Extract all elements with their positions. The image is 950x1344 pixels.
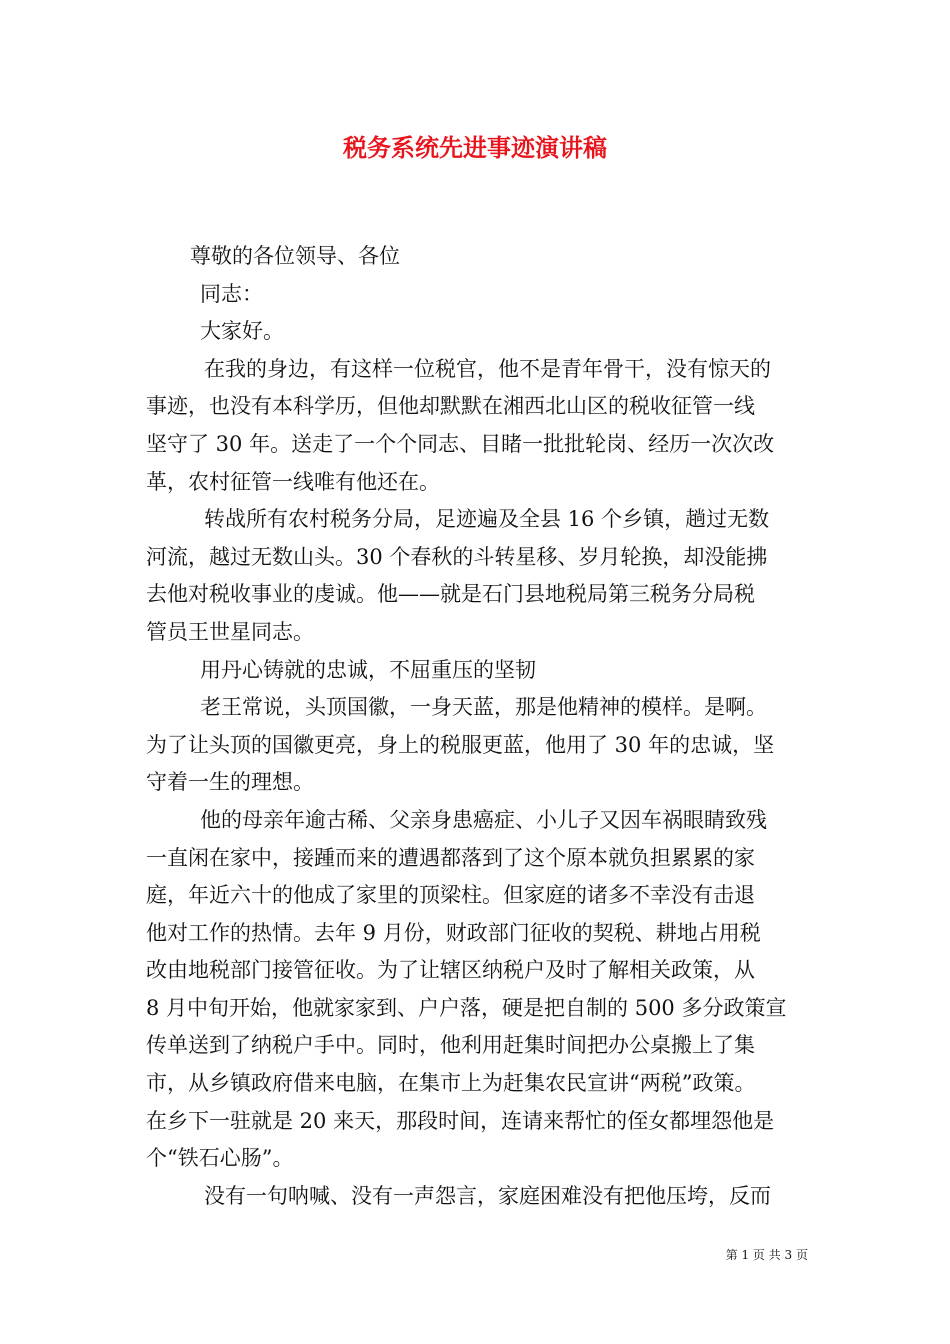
paragraph-line: 在我的身边，有这样一位税官，他不是青年骨干，没有惊天的: [204, 356, 771, 381]
greeting-line: 大家好。: [200, 319, 284, 344]
paragraph-line: 他的母亲年逾古稀、父亲身患癌症、小儿子又因车祸眼睛致残: [200, 807, 767, 832]
page-number-footer: 第 1 页 共 3 页: [725, 1248, 808, 1262]
paragraph-line: 河流，越过无数山头。30 个春秋的斗转星移、岁月轮换，却没能拂: [146, 544, 768, 569]
paragraph-line: 他对工作的热情。去年 9 月份，财政部门征收的契税、耕地占用税: [146, 920, 761, 945]
paragraph-line: 坚守了 30 年。送走了一个个同志、目睹一批批轮岗、经历一次次改: [146, 431, 775, 456]
paragraph-line: 在乡下一驻就是 20 来天，那段时间，连请来帮忙的侄女都埋怨他是: [146, 1108, 775, 1133]
salutation-line: 同志：: [200, 281, 263, 306]
paragraph-line: 改由地税部门接管征收。为了让辖区纳税户及时了解相关政策，从: [146, 958, 755, 983]
paragraph-line: 8 月中旬开始，他就家家到、户户落，硬是把自制的 500 多分政策宣: [146, 995, 787, 1020]
section-heading-line: 用丹心铸就的忠诚，不屈重压的坚韧: [200, 657, 536, 682]
paragraph-line: 市，从乡镇政府借来电脑，在集市上为赶集农民宣讲“两税”政策。: [146, 1071, 756, 1096]
paragraph-line: 事迹，也没有本科学历，但他却默默在湘西北山区的税收征管一线: [146, 394, 755, 419]
paragraph-line: 去他对税收事业的虔诚。他——就是石门县地税局第三税务分局税: [146, 582, 755, 607]
paragraph-line: 一直闲在家中，接踵而来的遭遇都落到了这个原本就负担累累的家: [146, 845, 755, 870]
paragraph-line: 没有一句呐喊、没有一声怨言，家庭困难没有把他压垮，反而: [204, 1183, 771, 1208]
paragraph-line: 守着一生的理想。: [146, 770, 314, 795]
paragraph-line: 个“铁石心肠”。: [146, 1146, 294, 1171]
document-title: 税务系统先进事迹演讲稿: [343, 134, 607, 162]
paragraph-line: 为了让头顶的国徽更亮，身上的税服更蓝，他用了 30 年的忠诚，坚: [146, 732, 775, 757]
paragraph-line: 庭，年近六十的他成了家里的顶梁柱。但家庭的诸多不幸没有击退: [146, 883, 755, 908]
paragraph-line: 传单送到了纳税户手中。同时，他利用赶集时间把办公桌搬上了集: [146, 1033, 755, 1058]
document-body: [146, 238, 821, 1215]
paragraph-line: 管员王世星同志。: [146, 619, 314, 644]
paragraph-line: 革，农村征管一线唯有他还在。: [146, 469, 440, 494]
paragraph-line: 转战所有农村税务分局，足迹遍及全县 16 个乡镇，趟过无数: [204, 507, 770, 532]
paragraph-line: 老王常说，头顶国徽，一身天蓝，那是他精神的模样。是啊。: [200, 695, 767, 720]
salutation-line: 尊敬的各位领导、各位: [190, 244, 400, 268]
